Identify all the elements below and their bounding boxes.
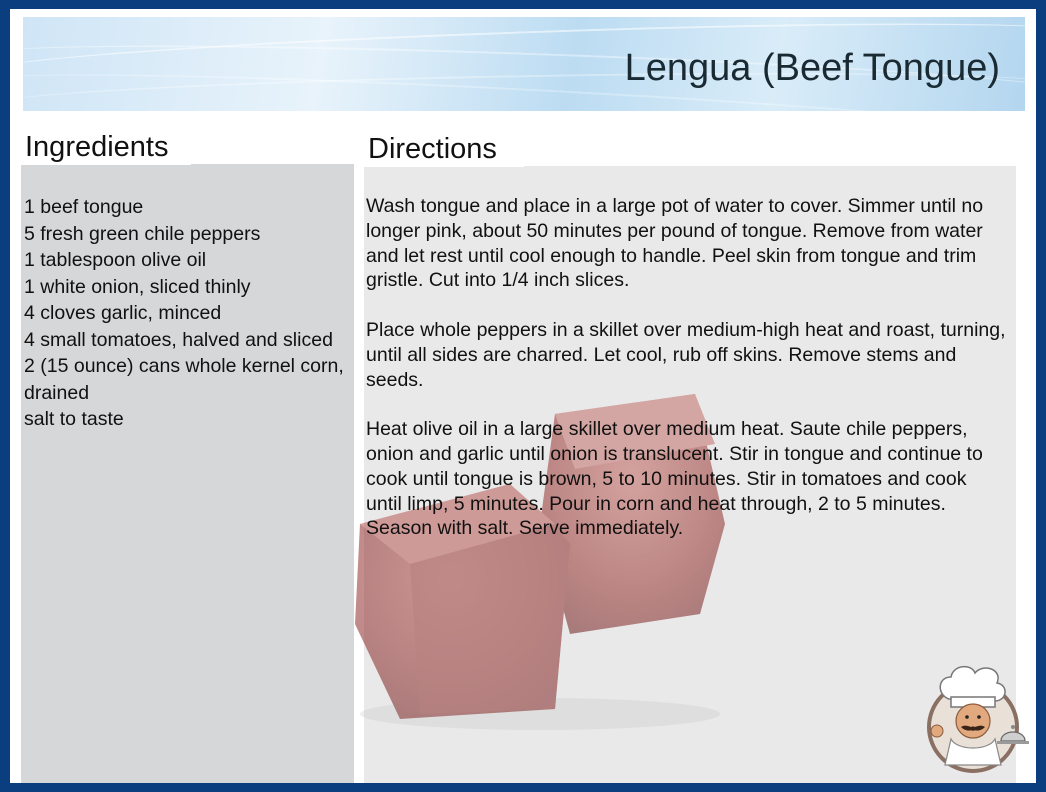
page-title: Lengua (Beef Tongue): [624, 47, 1000, 89]
chef-mascot-icon: [913, 655, 1033, 779]
directions-heading-tab: [364, 127, 524, 167]
slide-frame: [10, 9, 1036, 783]
ingredients-heading-tab: [21, 125, 191, 165]
directions-text: [366, 194, 1006, 566]
directions-heading: Directions: [368, 133, 497, 165]
ingredient-item: 1 beef tongue: [24, 196, 144, 218]
ingredient-item: 4 cloves garlic, minced: [24, 302, 222, 324]
direction-step: Wash tongue and place in a large pot of water to cover. Simmer until no longer pink, about 50 minutes per pound of tongue. Remove from water and let rest until cool enough to handle. Peel skin from tongue and trim gristle. Cut into 1/4 inch slices.: [366, 195, 984, 292]
ingredient-item: 1 white onion, sliced thinly: [24, 275, 251, 298]
ingredient-item: 4 small tomatoes, halved and sliced: [24, 328, 333, 351]
ingredient-item: 1 tablespoon olive oil: [24, 249, 207, 271]
ingredient-item: 2 (15 ounce) cans whole kernel corn, drained: [24, 355, 344, 404]
ingredient-item: salt to taste: [24, 408, 124, 430]
direction-step: Heat olive oil in a large skillet over medium heat. Saute chile peppers, onion and garlic until onion is translucent. Stir in tongue and continue to cook until tongue is brown, 5 to 10 minutes. Stir in tomatoes and cook until limp, 5 minutes. Pour in corn and heat through, 2 to 5 minutes. Season with salt. Serve immediately.: [366, 418, 983, 540]
direction-step: Place whole peppers in a skillet over medium-high heat and roast, turning, until all sides are charred. Let cool, rub off skins. Remove stems and seeds.: [366, 318, 1006, 391]
title-banner: [23, 17, 1025, 111]
ingredients-heading: Ingredients: [25, 131, 169, 163]
ingredient-item: 5 fresh green chile peppers: [24, 222, 261, 245]
ingredients-list: [24, 194, 349, 433]
